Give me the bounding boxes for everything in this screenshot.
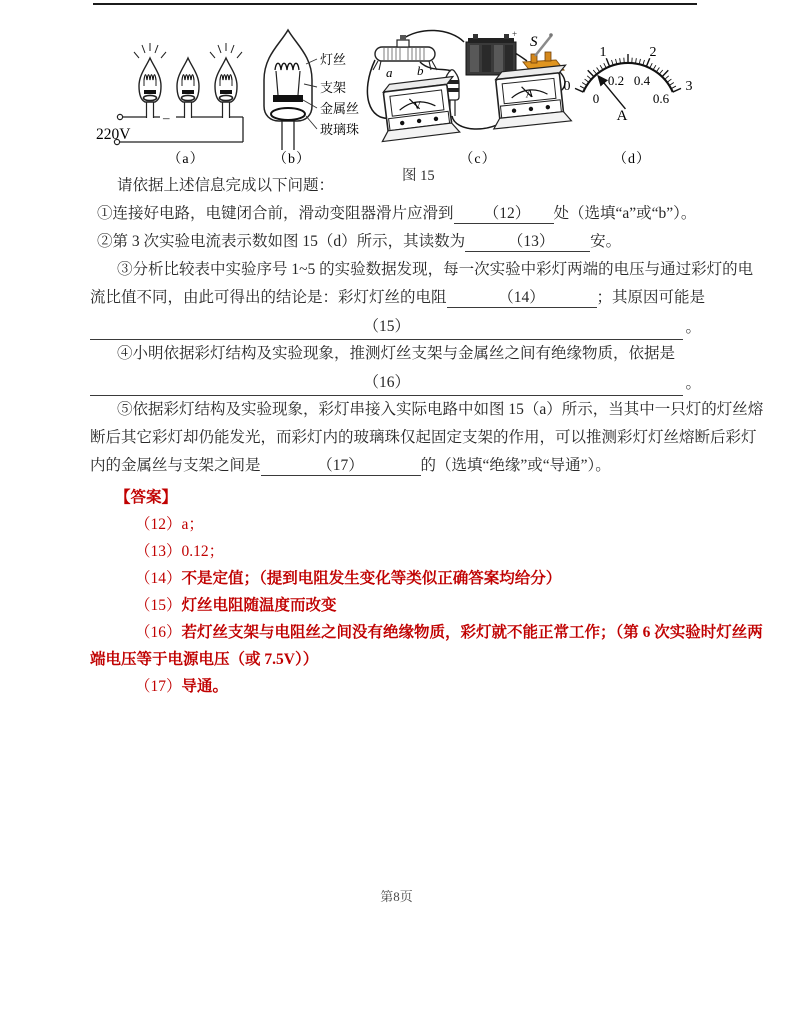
caption-panel-d: （d） [613, 152, 651, 167]
answer-12-num: （12） [135, 516, 182, 533]
answer-12-text: a； [181, 516, 204, 533]
page-number: 第8页 [380, 889, 413, 904]
caption-panel-b: （b） [273, 152, 311, 167]
answer-header: 【答案】 [115, 489, 178, 506]
q4-blank-16-row [90, 368, 701, 396]
figure-caption: 图 15 [402, 168, 435, 184]
answer-16-line2: 端电压等于电源电压（或 7.5V）） [90, 651, 319, 668]
q3-blank-14: （14） [447, 289, 597, 308]
q4-period: 。 [685, 375, 701, 392]
questions-intro: 请依据上述信息完成以下问题： [117, 177, 335, 194]
answer-16-num: （16） [135, 624, 182, 641]
q5-line3-pre: 内的金属丝与支架之间是 [90, 457, 261, 474]
question-3-line1: ③分析比较表中实验序号 1~5 的实验数据发现，每一次实验中彩灯两端的电压与通过彩灯的电 [117, 261, 754, 278]
caption-panel-a: （a） [167, 152, 205, 167]
dial-unit-label: A [616, 108, 628, 124]
question-5-line3 [90, 452, 701, 480]
q4-pre: ④小明依据彩灯结构及实验现象，推测灯丝支架与金属丝之间有绝缘物质，依据是 [117, 345, 676, 362]
answer-14-text: 不是定值；（提到电阻发生变化等类似正确答案均给分） [181, 570, 562, 587]
q3-period: 。 [685, 319, 701, 336]
answer-15 [90, 592, 701, 619]
rheostat-end-a: a [386, 65, 393, 80]
voltage-label: 220V [96, 126, 131, 143]
dial-arc [583, 63, 673, 92]
question-2 [90, 228, 701, 256]
answer-15-text: 灯丝电阻随温度而改变 [181, 597, 337, 614]
label-support: 支架 [320, 80, 347, 95]
answer-17 [90, 673, 701, 700]
diagram-b-lamp-anatomy [264, 30, 359, 150]
dial-inner-0: 0 [592, 91, 600, 106]
question-3-line2 [90, 284, 706, 312]
questions-section [0, 172, 793, 480]
answer-13-text: 0.12； [181, 543, 225, 560]
filament-coil [275, 63, 299, 70]
ammeter [488, 65, 571, 129]
dial-inner-06: 0.6 [652, 91, 670, 106]
rheostat-end-b: b [417, 63, 424, 78]
dial-outer-0: 0 [563, 79, 571, 94]
q1-post: 处（选填“a”或“b”）。 [553, 205, 697, 222]
q1-pre: ①连接好电路，电键闭合前，滑动变阻器滑片应滑到 [97, 205, 454, 222]
q5-line3-post: 的（选填“绝缘”或“导通”）。 [420, 457, 611, 474]
caption-panel-c: （c） [459, 152, 497, 167]
voltmeter [376, 76, 460, 141]
question-4 [90, 340, 701, 368]
q2-post: 安。 [590, 233, 622, 250]
figure-15 [0, 0, 793, 182]
rheostat [373, 35, 437, 80]
question-5-line2: 断后其它彩灯却仍能发光，而彩灯内的玻璃珠仅起固定支架的作用，可以推测彩灯灯丝熔断后彩灯 [90, 429, 757, 446]
q4-blank-16: （16） [90, 371, 683, 396]
ellipsis-dash: – [163, 110, 170, 125]
diagram-d-ammeter-dial [564, 45, 693, 124]
label-metal-wire: 金属丝 [320, 101, 360, 116]
label-glass-bead: 玻璃珠 [320, 122, 360, 137]
answer-16-line1 [90, 619, 763, 646]
q1-blank-12: （12） [454, 205, 554, 224]
voltmeter-label: V [413, 99, 422, 113]
answer-14-num: （14） [135, 570, 182, 587]
answer-17-text: 导通。 [181, 678, 229, 695]
answer-key-section [0, 484, 793, 700]
diagram-c-circuit [367, 29, 571, 142]
dial-inner-02: 0.2 [607, 73, 625, 88]
question-5-line1: ⑤依据彩灯结构及实验现象，彩灯串接入实际电路中如图 15（a）所示，当其中一只灯的灯丝熔 [117, 401, 764, 418]
answer-15-num: （15） [135, 597, 182, 614]
circuit-wires-a [120, 117, 243, 142]
metal-wire-band [273, 95, 303, 102]
q3-line2-pre: 流比值不同，由此可得出的结论是：彩灯灯丝的电阻 [90, 289, 447, 306]
q3-blank-15-row [90, 312, 701, 340]
switch-label: S [530, 34, 538, 50]
dial-outer-1: 1 [599, 45, 607, 60]
q3-line2-post: ；其原因可能是 [596, 289, 706, 306]
label-filament: 灯丝 [320, 52, 347, 67]
dial-ticks [575, 54, 681, 92]
dial-outer-3: 3 [685, 79, 693, 94]
battery [466, 29, 517, 75]
q2-blank-13: （13） [465, 233, 590, 252]
dial-outer-2: 2 [649, 45, 657, 60]
answer-14 [90, 565, 701, 592]
answer-16-text-line1: 若灯丝支架与电阻丝之间没有绝缘物质，彩灯就不能正常工作；（第 6 次实验时灯丝两 [181, 624, 763, 641]
answer-17-num: （17） [135, 678, 182, 695]
dial-inner-04: 0.4 [633, 73, 651, 88]
q5-blank-17: （17） [261, 457, 421, 476]
q3-blank-15: （15） [90, 315, 683, 340]
answer-12 [90, 511, 701, 538]
glass-bead [271, 108, 305, 120]
answer-13 [90, 538, 701, 565]
diagram-a-lamp-string [96, 43, 243, 145]
filament-supports [276, 71, 300, 95]
q2-pre: ②第 3 次实验电流表示数如图 15（d）所示，其读数为 [97, 233, 466, 250]
answer-13-num: （13） [135, 543, 182, 560]
ammeter-label: A [525, 87, 534, 101]
battery-plus-sign: + [512, 29, 518, 39]
question-1 [90, 200, 701, 228]
